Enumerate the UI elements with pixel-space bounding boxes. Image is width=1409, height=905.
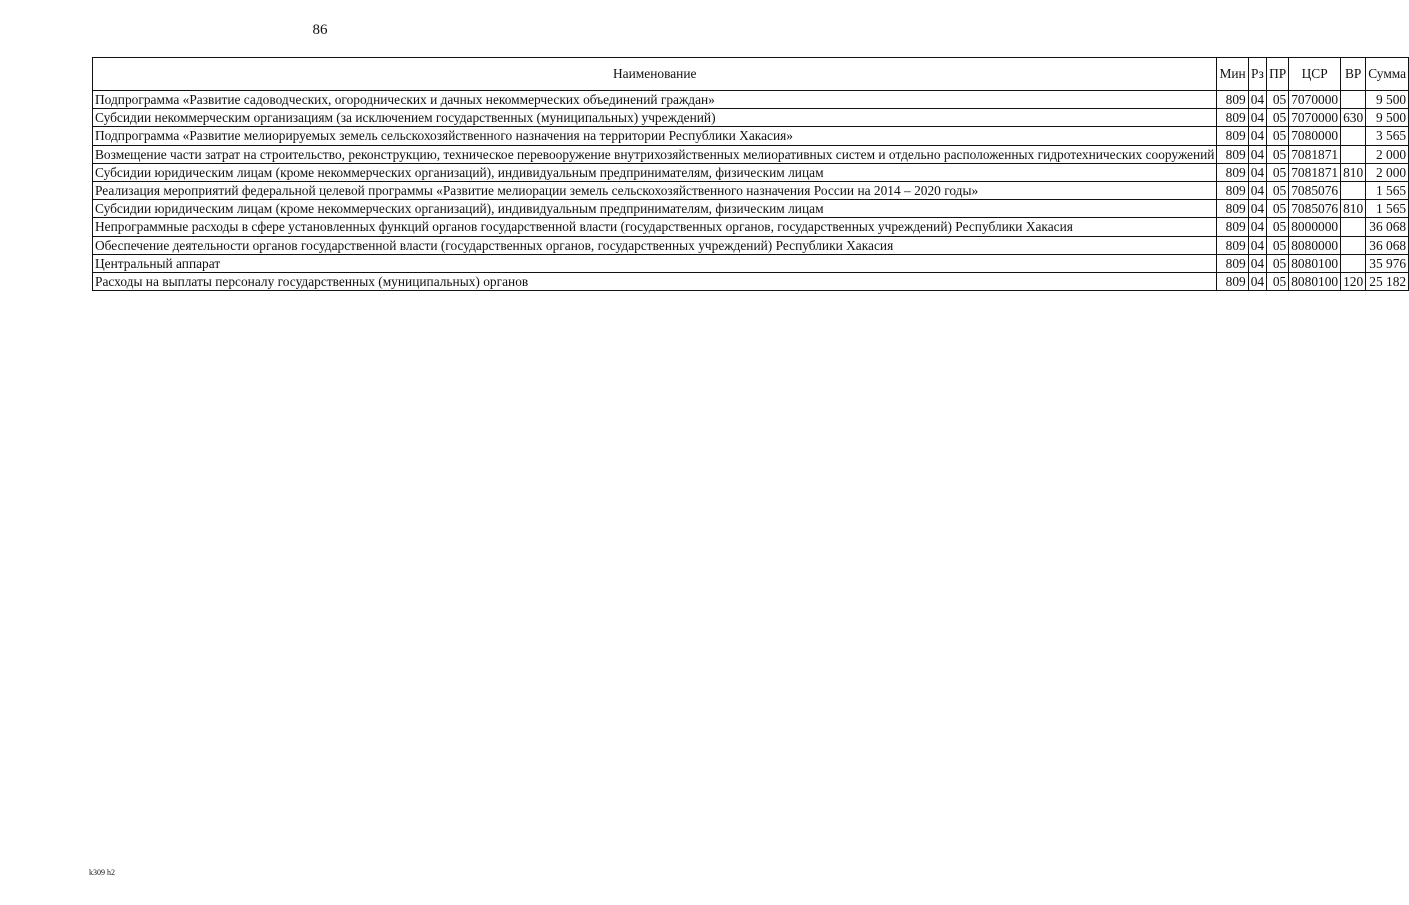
table-row xyxy=(93,236,1409,254)
row-vr: 810 xyxy=(1341,200,1366,218)
row-name: Непрограммные расходы в сфере установленных функций органов государственной власти (государственных органов, государственных учреждений) Республики Хакасия xyxy=(93,218,1217,236)
row-sum: 1 565 xyxy=(1366,182,1409,200)
row-min: 809 xyxy=(1217,163,1248,181)
row-vr xyxy=(1341,145,1366,163)
row-min: 809 xyxy=(1217,109,1248,127)
row-rz: 04 xyxy=(1248,182,1266,200)
row-sum: 9 500 xyxy=(1366,109,1409,127)
row-rz: 04 xyxy=(1248,91,1266,109)
footer-code: k309 h2 xyxy=(89,868,115,877)
column-header-min: Мин xyxy=(1217,58,1248,91)
row-vr xyxy=(1341,182,1366,200)
row-rz: 04 xyxy=(1248,145,1266,163)
row-min: 809 xyxy=(1217,254,1248,272)
row-name: Возмещение части затрат на строительство, реконструкцию, техническое перевооружение внутрихозяйственных мелиоративных систем и отдельно расположенных гидротехнических сооружений xyxy=(93,145,1217,163)
row-vr xyxy=(1341,127,1366,145)
table-row xyxy=(93,109,1409,127)
row-name: Субсидии юридическим лицам (кроме некоммерческих организаций), индивидуальным предпринимателям, физическим лицам xyxy=(93,200,1217,218)
row-min: 809 xyxy=(1217,91,1248,109)
row-min: 809 xyxy=(1217,236,1248,254)
row-min: 809 xyxy=(1217,182,1248,200)
row-pr: 05 xyxy=(1267,145,1289,163)
row-rz: 04 xyxy=(1248,109,1266,127)
row-csr: 7085076 xyxy=(1289,200,1341,218)
table-row xyxy=(93,127,1409,145)
row-csr: 8080100 xyxy=(1289,273,1341,291)
row-name: Расходы на выплаты персоналу государственных (муниципальных) органов xyxy=(93,273,1217,291)
row-sum: 25 182 xyxy=(1366,273,1409,291)
row-sum: 35 976 xyxy=(1366,254,1409,272)
row-name: Обеспечение деятельности органов государственной власти (государственных органов, государственных учреждений) Республики Хакасия xyxy=(93,236,1217,254)
row-sum: 2 000 xyxy=(1366,145,1409,163)
row-sum: 2 000 xyxy=(1366,163,1409,181)
row-vr: 120 xyxy=(1341,273,1366,291)
table-row xyxy=(93,200,1409,218)
row-pr: 05 xyxy=(1267,218,1289,236)
row-name: Центральный аппарат xyxy=(93,254,1217,272)
row-rz: 04 xyxy=(1248,218,1266,236)
column-header-name: Наименование xyxy=(93,58,1217,91)
column-header-sum: Сумма xyxy=(1366,58,1409,91)
row-name: Подпрограмма «Развитие садоводческих, огороднических и дачных некоммерческих объединений граждан» xyxy=(93,91,1217,109)
row-pr: 05 xyxy=(1267,91,1289,109)
row-csr: 7081871 xyxy=(1289,145,1341,163)
table-row xyxy=(93,218,1409,236)
row-rz: 04 xyxy=(1248,127,1266,145)
row-vr: 810 xyxy=(1341,163,1366,181)
row-sum: 3 565 xyxy=(1366,127,1409,145)
row-min: 809 xyxy=(1217,200,1248,218)
row-csr: 8080100 xyxy=(1289,254,1341,272)
row-csr: 7080000 xyxy=(1289,127,1341,145)
row-name: Субсидии юридическим лицам (кроме некоммерческих организаций), индивидуальным предпринимателям, физическим лицам xyxy=(93,163,1217,181)
row-vr xyxy=(1341,91,1366,109)
row-sum: 36 068 xyxy=(1366,236,1409,254)
row-name: Субсидии некоммерческим организациям (за исключением государственных (муниципальных) учреждений) xyxy=(93,109,1217,127)
row-pr: 05 xyxy=(1267,200,1289,218)
row-rz: 04 xyxy=(1248,236,1266,254)
column-header-vr: ВР xyxy=(1341,58,1366,91)
table-row xyxy=(93,254,1409,272)
row-min: 809 xyxy=(1217,218,1248,236)
column-header-rz: Рз xyxy=(1248,58,1266,91)
table-row xyxy=(93,145,1409,163)
row-rz: 04 xyxy=(1248,254,1266,272)
row-sum: 9 500 xyxy=(1366,91,1409,109)
row-sum: 36 068 xyxy=(1366,218,1409,236)
row-pr: 05 xyxy=(1267,109,1289,127)
column-header-csr: ЦСР xyxy=(1289,58,1341,91)
row-vr xyxy=(1341,254,1366,272)
row-rz: 04 xyxy=(1248,273,1266,291)
row-min: 809 xyxy=(1217,145,1248,163)
row-name: Подпрограмма «Развитие мелиорируемых земель сельскохозяйственного назначения на территории Республики Хакасия» xyxy=(93,127,1217,145)
row-pr: 05 xyxy=(1267,273,1289,291)
row-csr: 8080000 xyxy=(1289,236,1341,254)
column-header-pr: ПР xyxy=(1267,58,1289,91)
row-pr: 05 xyxy=(1267,236,1289,254)
row-vr xyxy=(1341,236,1366,254)
row-sum: 1 565 xyxy=(1366,200,1409,218)
row-rz: 04 xyxy=(1248,163,1266,181)
row-vr: 630 xyxy=(1341,109,1366,127)
table-row xyxy=(93,182,1409,200)
row-vr xyxy=(1341,218,1366,236)
row-min: 809 xyxy=(1217,127,1248,145)
row-pr: 05 xyxy=(1267,163,1289,181)
row-csr: 7070000 xyxy=(1289,109,1341,127)
row-rz: 04 xyxy=(1248,200,1266,218)
row-name: Реализация мероприятий федеральной целевой программы «Развитие мелиорации земель сельскохозяйственного назначения России на 2014 – 2020 годы» xyxy=(93,182,1217,200)
row-csr: 7081871 xyxy=(1289,163,1341,181)
table-row xyxy=(93,163,1409,181)
row-pr: 05 xyxy=(1267,254,1289,272)
row-csr: 7070000 xyxy=(1289,91,1341,109)
row-csr: 8000000 xyxy=(1289,218,1341,236)
row-pr: 05 xyxy=(1267,127,1289,145)
row-min: 809 xyxy=(1217,273,1248,291)
table-header-row xyxy=(93,58,1409,91)
table-row xyxy=(93,273,1409,291)
row-pr: 05 xyxy=(1267,182,1289,200)
table-row xyxy=(93,91,1409,109)
row-csr: 7085076 xyxy=(1289,182,1341,200)
budget-table xyxy=(92,57,1409,291)
page-number: 86 xyxy=(312,22,328,38)
